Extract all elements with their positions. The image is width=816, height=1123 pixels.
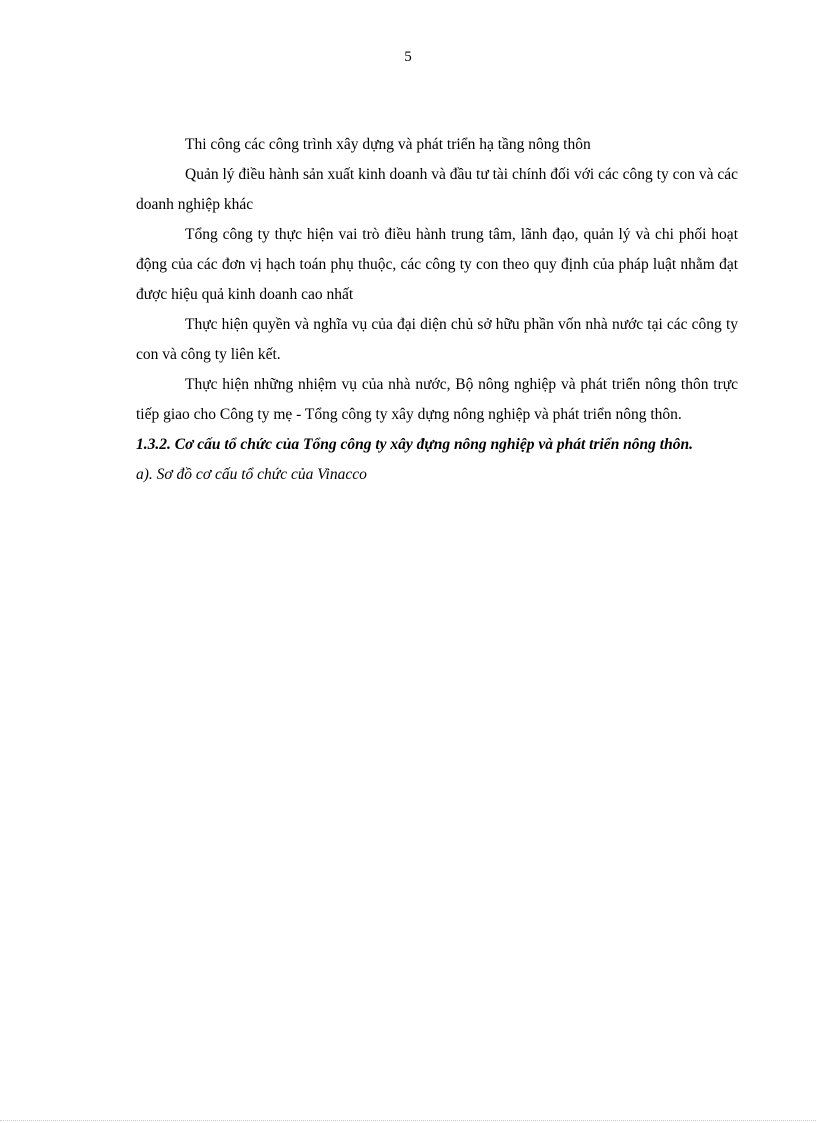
document-body	[136, 130, 738, 490]
section-heading: 1.3.2. Cơ cấu tổ chức của Tổng công ty xây đựng nông nghiệp và phát triển nông thôn.	[136, 436, 693, 453]
paragraph-management: Quản lý điều hành sản xuất kinh doanh và đầu tư tài chính đối với các công ty con và các doanh nghiệp khác	[136, 166, 738, 213]
section-subheading: a). Sơ đồ cơ cấu tổ chức của Vinacco	[136, 466, 367, 483]
paragraph-ownership-rights: Thực hiện quyền và nghĩa vụ của đại diện chủ sở hữu phần vốn nhà nước tại các công ty con và công ty liên kết.	[136, 316, 738, 363]
paragraph-infrastructure: Thi công các công trình xây dựng và phát triển hạ tầng nông thôn	[185, 136, 591, 153]
page-bottom-divider	[0, 1120, 816, 1121]
page-number: 5	[404, 49, 412, 65]
paragraph-state-tasks: Thực hiện những nhiệm vụ của nhà nước, Bộ nông nghiệp và phát triển nông thôn trực tiếp giao cho Công ty mẹ - Tổng công ty xây dựng nông nghiệp và phát triển nông thôn.	[136, 376, 738, 423]
paragraph-corporation-role: Tổng công ty thực hiện vai trò điều hành trung tâm, lãnh đạo, quản lý và chi phối hoạt động của các đơn vị hạch toán phụ thuộc, các công ty con theo quy định của pháp luật nhằm đạt được hiệu quả kinh doanh cao nhất	[136, 226, 738, 303]
